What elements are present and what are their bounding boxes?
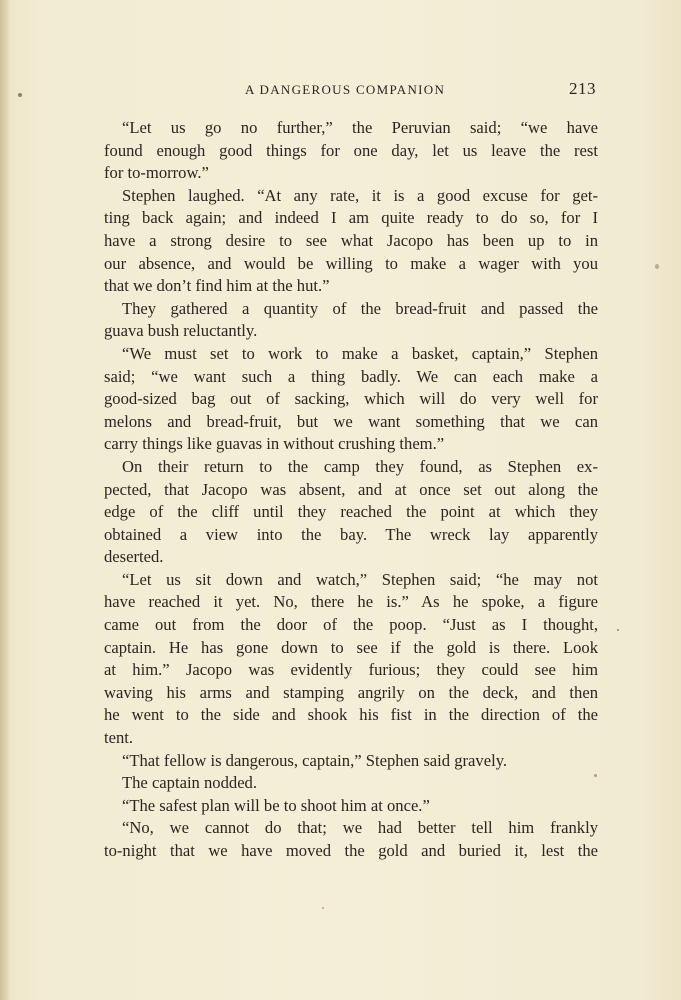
text-line: On their return to the camp they found, as Stephen ex- bbox=[122, 456, 598, 476]
text-line: said; “we want such a thing badly. We can each make a bbox=[104, 366, 598, 386]
running-head bbox=[104, 79, 598, 101]
text-line: he went to the side and shook his fist in the direction of the bbox=[104, 705, 598, 725]
text-line: have a strong desire to see what Jacopo has been up to in bbox=[104, 230, 598, 250]
text-line: have reached it yet. No, there he is.” As he spoke, a figure bbox=[104, 592, 598, 612]
running-title: A DANGEROUS COMPANION bbox=[245, 82, 446, 97]
text-line: our absence, and would be willing to make a wager with you bbox=[104, 253, 598, 273]
paper-speck bbox=[655, 264, 659, 269]
text-line: came out from the door of the poop. “Just as I thought, bbox=[104, 615, 598, 635]
text-line: carry things like guavas in without crushing them.” bbox=[104, 434, 445, 454]
text-line: guava bush reluctantly. bbox=[104, 321, 258, 341]
text-line: captain. He has gone down to see if the gold is there. Look bbox=[104, 637, 598, 657]
text-line: pected, that Jacopo was absent, and at once set out along the bbox=[104, 479, 598, 499]
text-line: “The safest plan will be to shoot him at once.” bbox=[122, 795, 430, 815]
text-line: to-night that we have moved the gold and buried it, lest the bbox=[104, 841, 598, 860]
text-line: tent. bbox=[104, 728, 134, 748]
text-line: edge of the cliff until they reached the point at which they bbox=[104, 502, 598, 522]
text-line: obtained a view into the bay. The wreck lay apparently bbox=[104, 524, 598, 544]
text-line: at him.” Jacopo was evidently furious; they could see him bbox=[104, 660, 598, 680]
text-line: melons and bread-fruit, but we want something that we can bbox=[104, 411, 598, 431]
text-line: deserted. bbox=[104, 547, 164, 567]
text-line: “We must set to work to make a basket, captain,” Stephen bbox=[122, 343, 598, 363]
text-line: They gathered a quantity of the bread-fruit and passed the bbox=[122, 298, 598, 318]
text-line: “Let us go no further,” the Peruvian said; “we have bbox=[122, 118, 598, 137]
paper-speck bbox=[594, 774, 597, 777]
text-line: “No, we cannot do that; we had better tell him frankly bbox=[122, 818, 598, 838]
text-line: good-sized bag out of sacking, which will do very well for bbox=[104, 389, 598, 409]
paper-speck bbox=[18, 93, 22, 97]
text-line: that we don’t find him at the hut.” bbox=[104, 276, 330, 296]
page-gutter-shadow bbox=[0, 0, 10, 1000]
text-line: for to-morrow.” bbox=[104, 163, 209, 183]
text-line: “That fellow is dangerous, captain,” Stephen said gravely. bbox=[122, 750, 508, 770]
text-line: “Let us sit down and watch,” Stephen said; “he may not bbox=[122, 569, 598, 589]
paper-speck bbox=[322, 907, 324, 909]
body-text bbox=[104, 117, 598, 863]
paper-speck bbox=[617, 629, 619, 631]
text-line: Stephen laughed. “At any rate, it is a good excuse for get- bbox=[122, 185, 598, 205]
text-line: found enough good things for one day, let us leave the rest bbox=[104, 140, 598, 160]
page-number: 213 bbox=[569, 79, 596, 98]
text-line: The captain nodded. bbox=[122, 773, 258, 793]
text-line: waving his arms and stamping angrily on the deck, and then bbox=[104, 682, 598, 702]
text-line: ting back again; and indeed I am quite ready to do so, for I bbox=[104, 208, 598, 228]
